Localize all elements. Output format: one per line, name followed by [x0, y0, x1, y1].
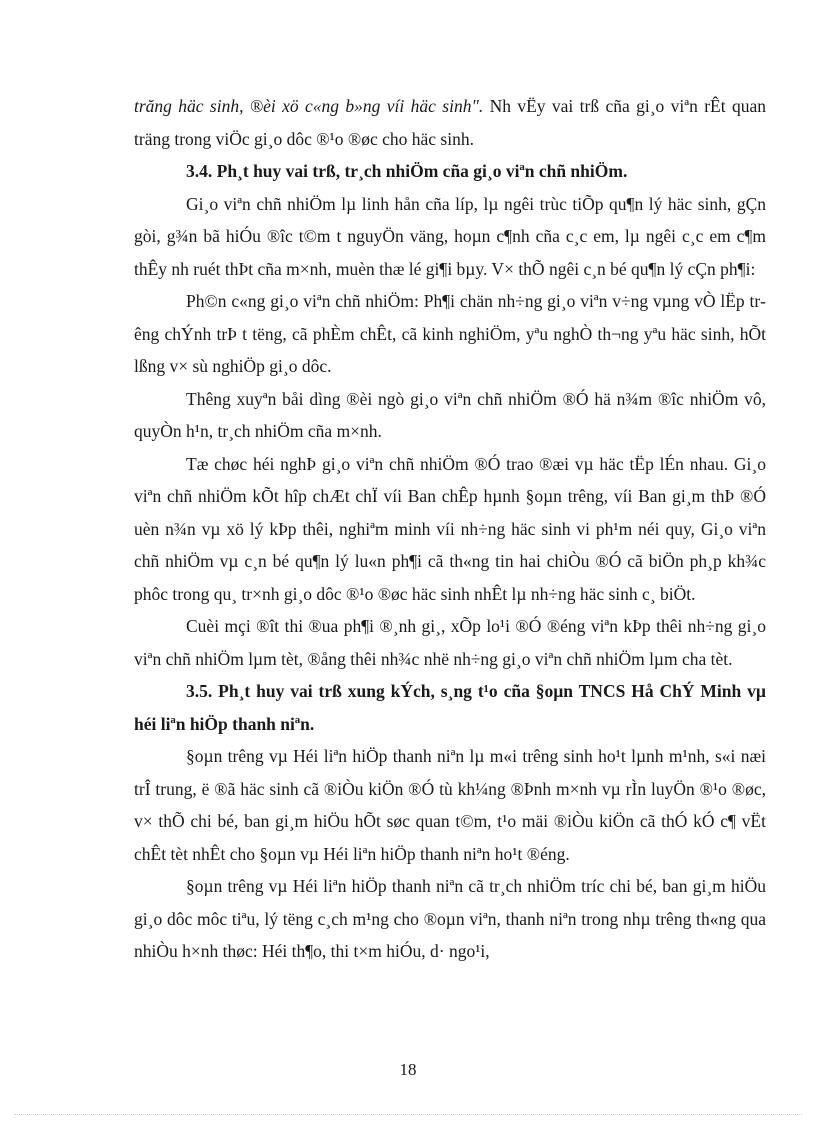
paragraph-3: Thêng xuyªn båi dìng ®èi ngò gi¸o viªn chñ nhiÖm ®Ó hä n¾m ®îc nhiÖm vô, quyÒn h¹n, tr¸ch nhiÖm cña m×nh. — [134, 388, 766, 441]
intro-text: Nh vËy vai trß cña gi¸o viªn rÊt quan träng trong viÖc gi¸o dôc ®¹o ®øc cho häc sinh. — [134, 96, 766, 149]
intro-italic-quote: trăng häc sinh, ®èi xö c«ng b»ng víi häc sinh". — [134, 96, 484, 116]
section-heading-3-5: 3.5. Ph¸t huy vai trß xung kÝch, s¸ng t¹o cña §oµn TNCS Hå ChÝ Minh vµ héi liªn hiÖp thanh niªn. — [134, 681, 766, 734]
paragraph-1: Gi¸o viªn chñ nhiÖm lµ linh hån cña líp, lµ ngêi trùc tiÕp qu¶n lý häc sinh, gÇn gòi, g¾n bã hiÓu ®îc t©m t nguyÖn väng, hoµn c¶nh cña c¸c em, lµ ngêi c¸c em c¶m thÊy nh ruét thÞt cña m×nh, muèn thæ lé gi¶i bµy. V× thÕ ngêi c¸n bé qu¶n lý cÇn ph¶i: — [134, 193, 766, 279]
intro-paragraph — [134, 90, 766, 155]
paragraph-5: Cuèi mçi ®ît thi ®ua ph¶i ®¸nh gi¸, xÕp lo¹i ®Ó ®éng viªn kÞp thêi nh÷ng gi¸o viªn chñ nhiÖm lµm tèt, ®ång thêi nh¾c nhë nh÷ng gi¸o viªn chñ nhiÖm lµm cha tèt. — [134, 616, 766, 669]
section-heading-3-4: 3.4. Ph¸t huy vai trß, tr¸ch nhiÖm cña gi¸o viªn chñ nhiÖm. — [186, 161, 628, 181]
paragraph-2: Ph©n c«ng gi¸o viªn chñ nhiÖm: Ph¶i chän nh÷ng gi¸o viªn v÷ng vµng vÒ lËp trêng chÝnh trÞ t tëng, cã phÈm chÊt, cã kinh nghiÖm, yªu nghÒ th¬ng yªu häc sinh, hÕt lßng v× sù nghiÖp gi¸o dôc. — [134, 291, 766, 376]
paragraph-7: §oµn trêng vµ Héi liªn hiÖp thanh niªn cã tr¸ch nhiÖm tríc chi bé, ban gi¸m hiÖu gi¸o dôc môc tiªu, lý tëng c¸ch m¹ng cho ®oµn viªn, thanh niªn trong nhµ trêng th«ng qua nhiÒu h×nh thøc: Héi th¶o, thi t×m hiÓu, d· ngo¹i, — [134, 876, 766, 961]
document-page — [134, 90, 766, 968]
page-number: 18 — [399, 1060, 417, 1079]
paragraph-4: Tæ chøc héi nghÞ gi¸o viªn chñ nhiÖm ®Ó trao ®æi vµ häc tËp lÉn nhau. Gi¸o viªn chñ nhiÖm kÕt hîp chÆt chÏ víi Ban chÊp hµnh §oµn trêng, víi Ban gi¸m thÞ ®Ó uèn n¾n vµ xö lý kÞp thêi, nghiªm minh víi nh÷ng häc sinh vi ph¹m néi quy, Gi¸o viªn chñ nhiÖm vµ c¸n bé qu¶n lý lu«n ph¶i cã th«ng tin hai chiÒu ®Ó cã biÖn ph¸p kh¾c phôc trong qu¸ tr×nh gi¸o dôc ®¹o ®øc häc sinh nhÊt lµ nh÷ng häc sinh c¸ biÖt. — [134, 453, 766, 604]
page-bottom-divider — [14, 1114, 802, 1115]
paragraph-6: §oµn trêng vµ Héi liªn hiÖp thanh niªn lµ m«i trêng sinh ho¹t lµnh m¹nh, s«i næi trÎ trung, ë ®ã häc sinh cã ®iÒu kiÖn ®Ó tù kh¼ng ®Þnh m×nh vµ rÌn luyÖn ®¹o ®øc, v× thÕ chi bé, ban gi¸m hiÖu hÕt søc quan t©m, t¹o mäi ®iÒu kiÖn cã thÓ kÓ c¶ vËt chÊt tèt nhÊt cho §oµn vµ Héi liªn hiÖp thanh niªn ho¹t ®éng. — [134, 746, 766, 864]
